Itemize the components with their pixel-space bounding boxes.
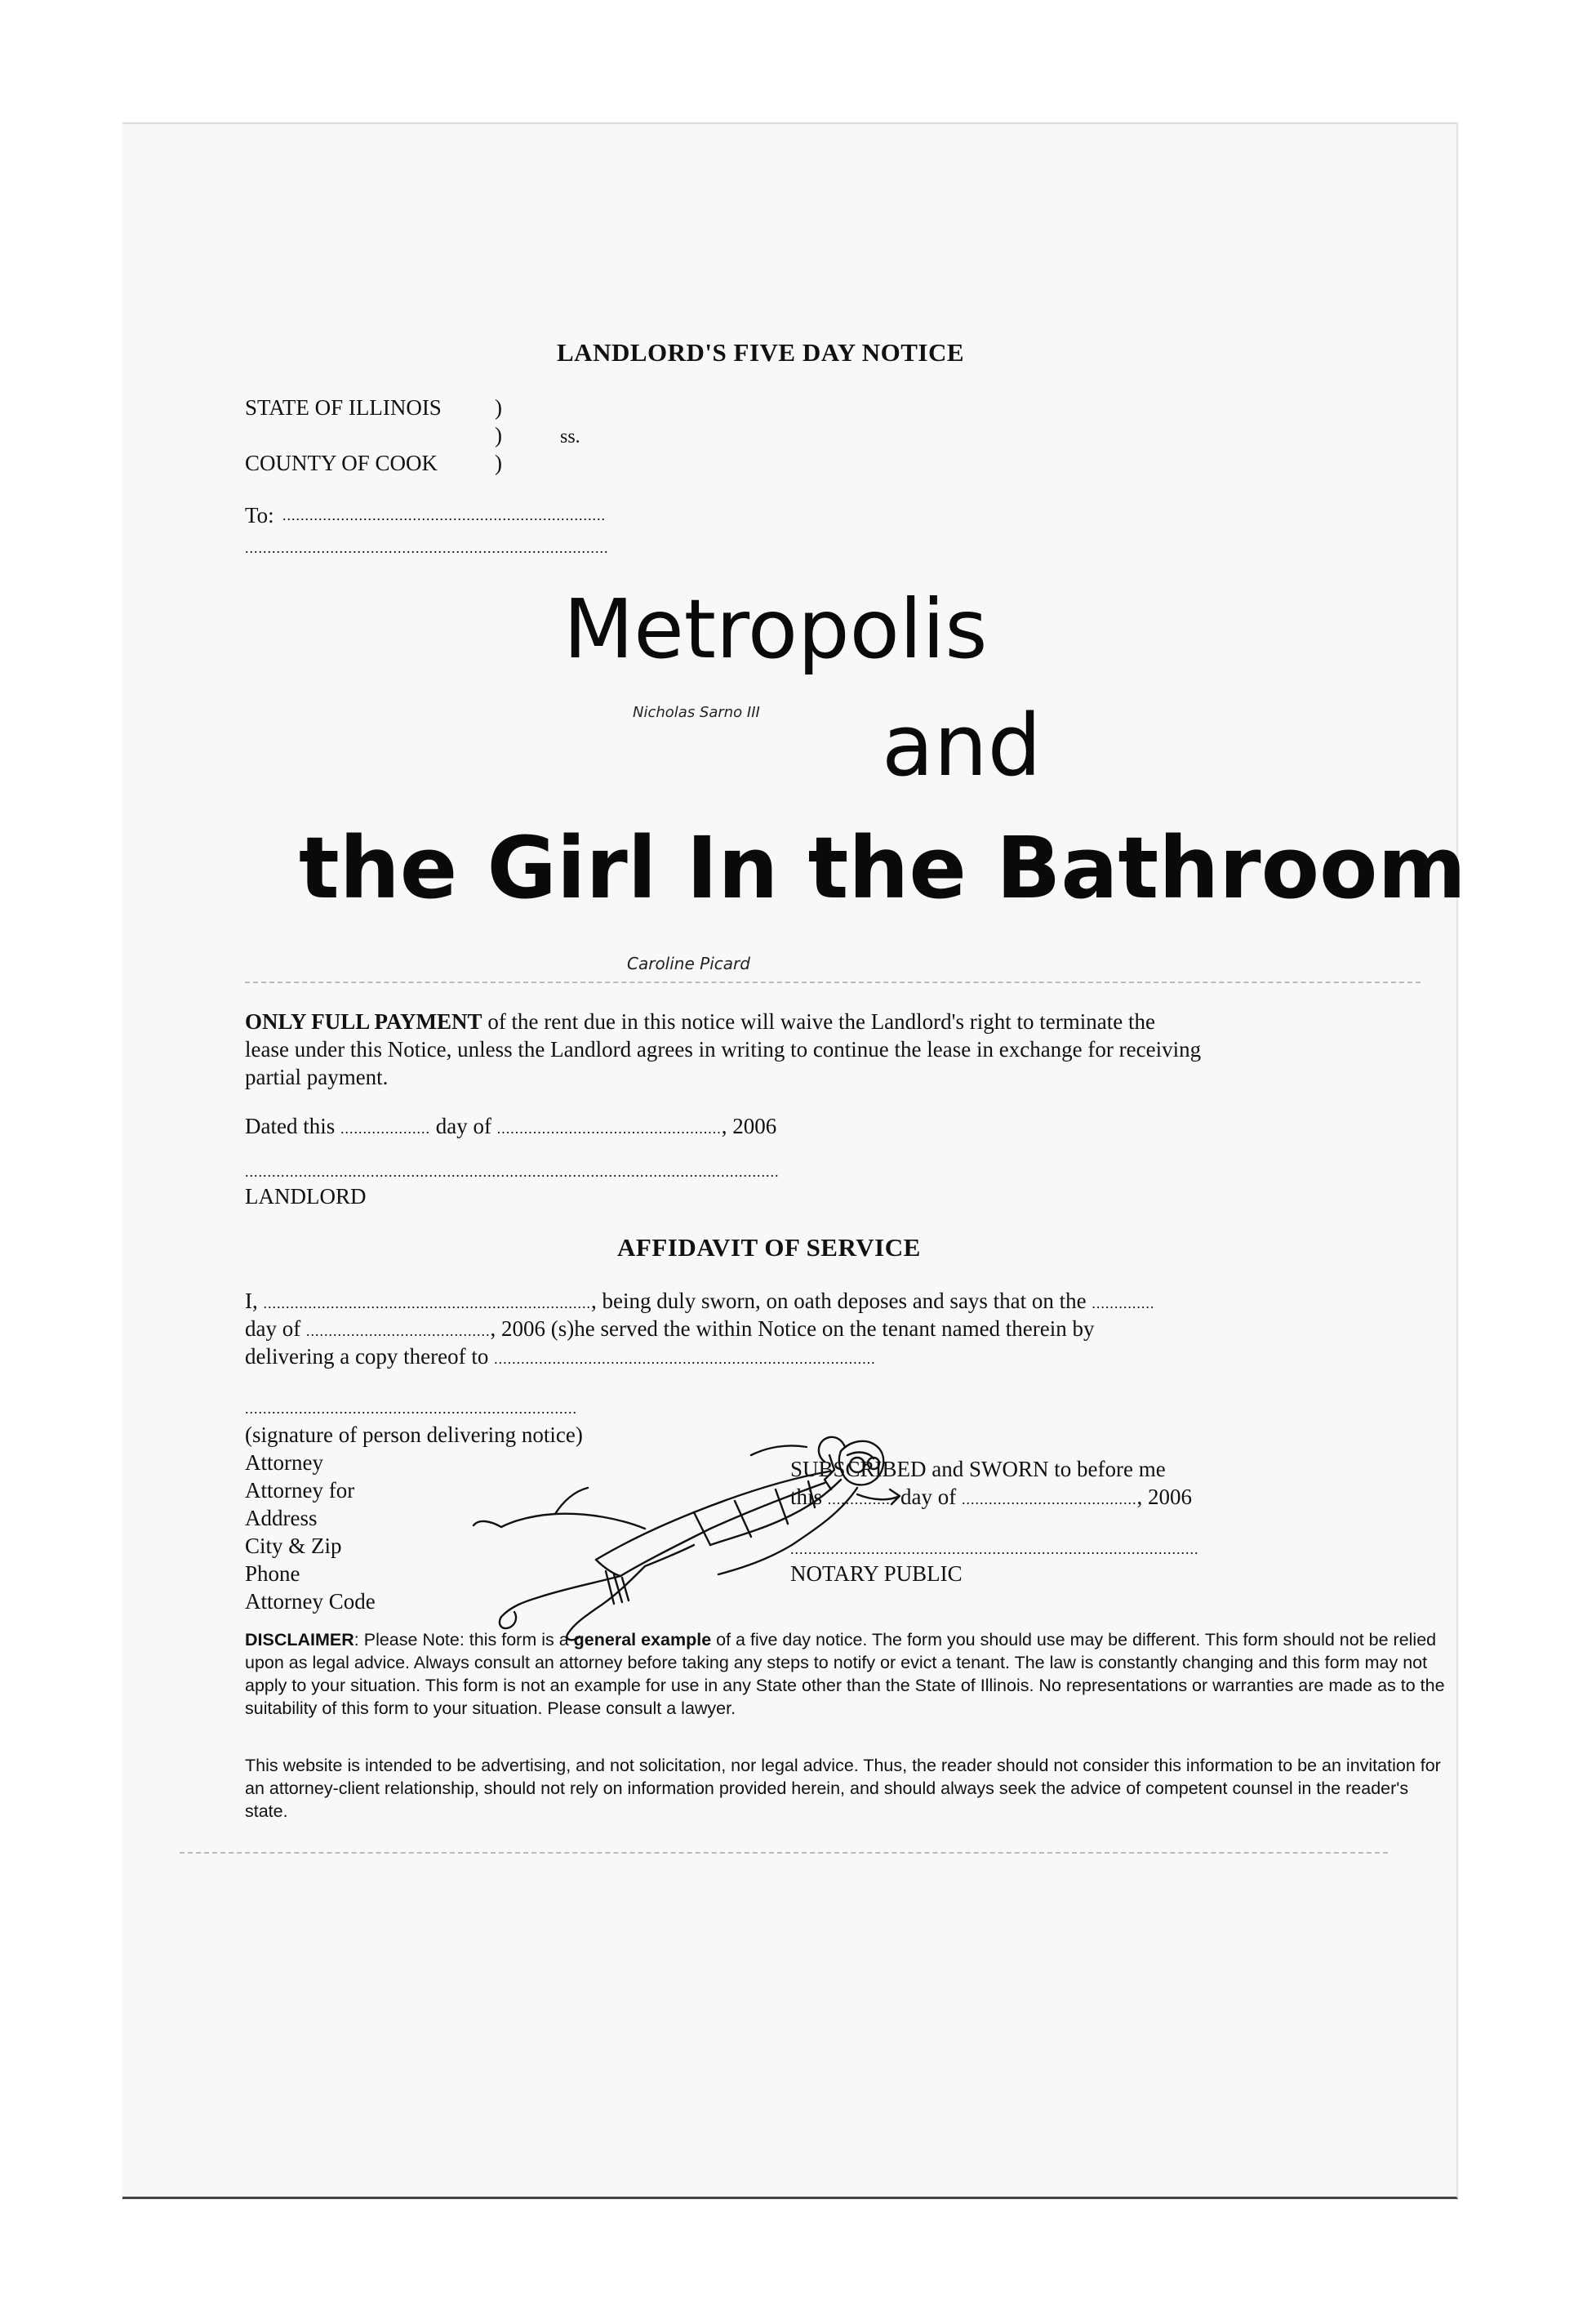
affidavit-line1-mid: , being duly sworn, on oath deposes and says that on the — [591, 1289, 1087, 1313]
notary-public-label: NOTARY PUBLIC — [790, 1561, 963, 1586]
disclaimer-paragraph — [245, 1628, 1453, 1720]
signature-caption: (signature of person delivering notice) — [245, 1422, 583, 1447]
affidavit-i: I, — [245, 1289, 258, 1313]
dated-line — [245, 1112, 776, 1142]
dated-dots-1: .................... — [340, 1120, 430, 1137]
landlord-dots: ....................................................................................................................... — [245, 1164, 780, 1180]
affidavit-line1-dots2: .............. — [1092, 1295, 1155, 1311]
affidavit-line-2 — [245, 1315, 1095, 1345]
affidavit-line-3 — [245, 1342, 876, 1373]
author-nicholas-sarno: Nicholas Sarno III — [633, 704, 760, 721]
dated-year: , 2006 — [721, 1114, 777, 1138]
venue-paren-3: ) — [495, 451, 502, 475]
notary-subscribed: SUBSCRIBED and SWORN to before me — [790, 1457, 1166, 1481]
artwork-title-and: and — [882, 696, 1042, 795]
payment-line-1 — [245, 1008, 1155, 1035]
dated-dots-2: .................................................. — [496, 1120, 722, 1137]
dated-day-of: day of — [435, 1114, 491, 1138]
notary-dots-1: ............... — [827, 1491, 896, 1507]
affidavit-line3-dots: ..................................................................................... — [494, 1351, 876, 1367]
author-caroline-picard: Caroline Picard — [627, 954, 750, 973]
field-phone: Phone — [245, 1561, 300, 1586]
field-address: Address — [245, 1506, 318, 1530]
dated-label: Dated this — [245, 1114, 336, 1138]
to-dots-1: ........................................................................ — [282, 507, 606, 523]
paper-sheet — [122, 122, 1466, 2199]
disclaimer-part-2: of a five day notice. The form you should use may be different. This form should not be relied upon as legal advice. Always consult an attorney before taking any steps to notify or evict a tenant. The law is constantly changing and this form may not apply to your situation. This form is not an example for use in any State other than the State of Illinois. No representations or warranties are made as to the suitability of this form to your situation. Please consult a lawyer. — [245, 1630, 1445, 1718]
field-city-zip: City & Zip — [245, 1534, 342, 1558]
county-label: COUNTY OF COOK — [245, 451, 438, 475]
ss-label: ss. — [560, 426, 580, 447]
faint-divider-bottom — [180, 1852, 1388, 1854]
affidavit-delivering: delivering a copy thereof to — [245, 1344, 489, 1369]
notary-dots-line: ........................................................................................... — [790, 1541, 1199, 1557]
affidavit-title: AFFIDAVIT OF SERVICE — [617, 1233, 921, 1262]
affidavit-day-of: day of — [245, 1316, 301, 1341]
landlord-label: LANDLORD — [245, 1184, 367, 1209]
venue-paren-1: ) — [495, 395, 502, 420]
payment-line-3: partial payment. — [245, 1065, 389, 1089]
affidavit-line2-dots: ......................................... — [305, 1323, 491, 1339]
to-dots-2: ................................................................................. — [245, 540, 609, 556]
affidavit-line1-dots: ......................................................................... — [263, 1295, 591, 1311]
artwork-title-girl-in-bathroom: the Girl In the Bathroom — [299, 818, 1466, 918]
affidavit-line2-rest: , 2006 (s)he served the within Notice on the tenant named therein by — [490, 1316, 1095, 1341]
website-notice: This website is intended to be advertising, and not solicitation, nor legal advice. Thus, the reader should not consider this information to be an invitation for an attorney-client relationship, should not rely on information provided herein, and should always seek the advice of competent counsel in the reader's state. — [245, 1756, 1441, 1821]
to-label: To: — [245, 503, 274, 528]
notice-title: LANDLORD'S FIVE DAY NOTICE — [557, 338, 965, 367]
payment-line-1-rest: of the rent due in this notice will waive the Landlord's right to terminate the — [482, 1009, 1155, 1034]
state-label: STATE OF ILLINOIS — [245, 395, 442, 420]
artwork-title-metropolis: Metropolis — [563, 581, 988, 677]
faint-divider-top — [245, 982, 1421, 983]
field-attorney-code: Attorney Code — [245, 1589, 376, 1614]
field-attorney: Attorney — [245, 1450, 323, 1475]
disclaimer-label: DISCLAIMER — [245, 1630, 354, 1650]
notary-day-of: day of — [900, 1485, 957, 1509]
notary-dots-2: ....................................... — [962, 1491, 1137, 1507]
notary-this: this — [790, 1485, 823, 1509]
field-attorney-for: Attorney for — [245, 1478, 355, 1503]
payment-line-2: lease under this Notice, unless the Landlord agrees in writing to continue the lease in exchange for receiving — [245, 1037, 1202, 1062]
affidavit-line-1 — [245, 1287, 1154, 1317]
signature-dots: .......................................................................... — [245, 1400, 577, 1417]
venue-paren-2: ) — [495, 423, 502, 447]
payment-bold-lead: ONLY FULL PAYMENT — [245, 1009, 482, 1034]
disclaimer-bold-mid: general example — [573, 1630, 712, 1650]
disclaimer-part-1: : Please Note: this form is a — [353, 1630, 574, 1650]
notary-year: , 2006 — [1136, 1485, 1192, 1509]
flying-figure-illustration — [400, 1422, 906, 1643]
